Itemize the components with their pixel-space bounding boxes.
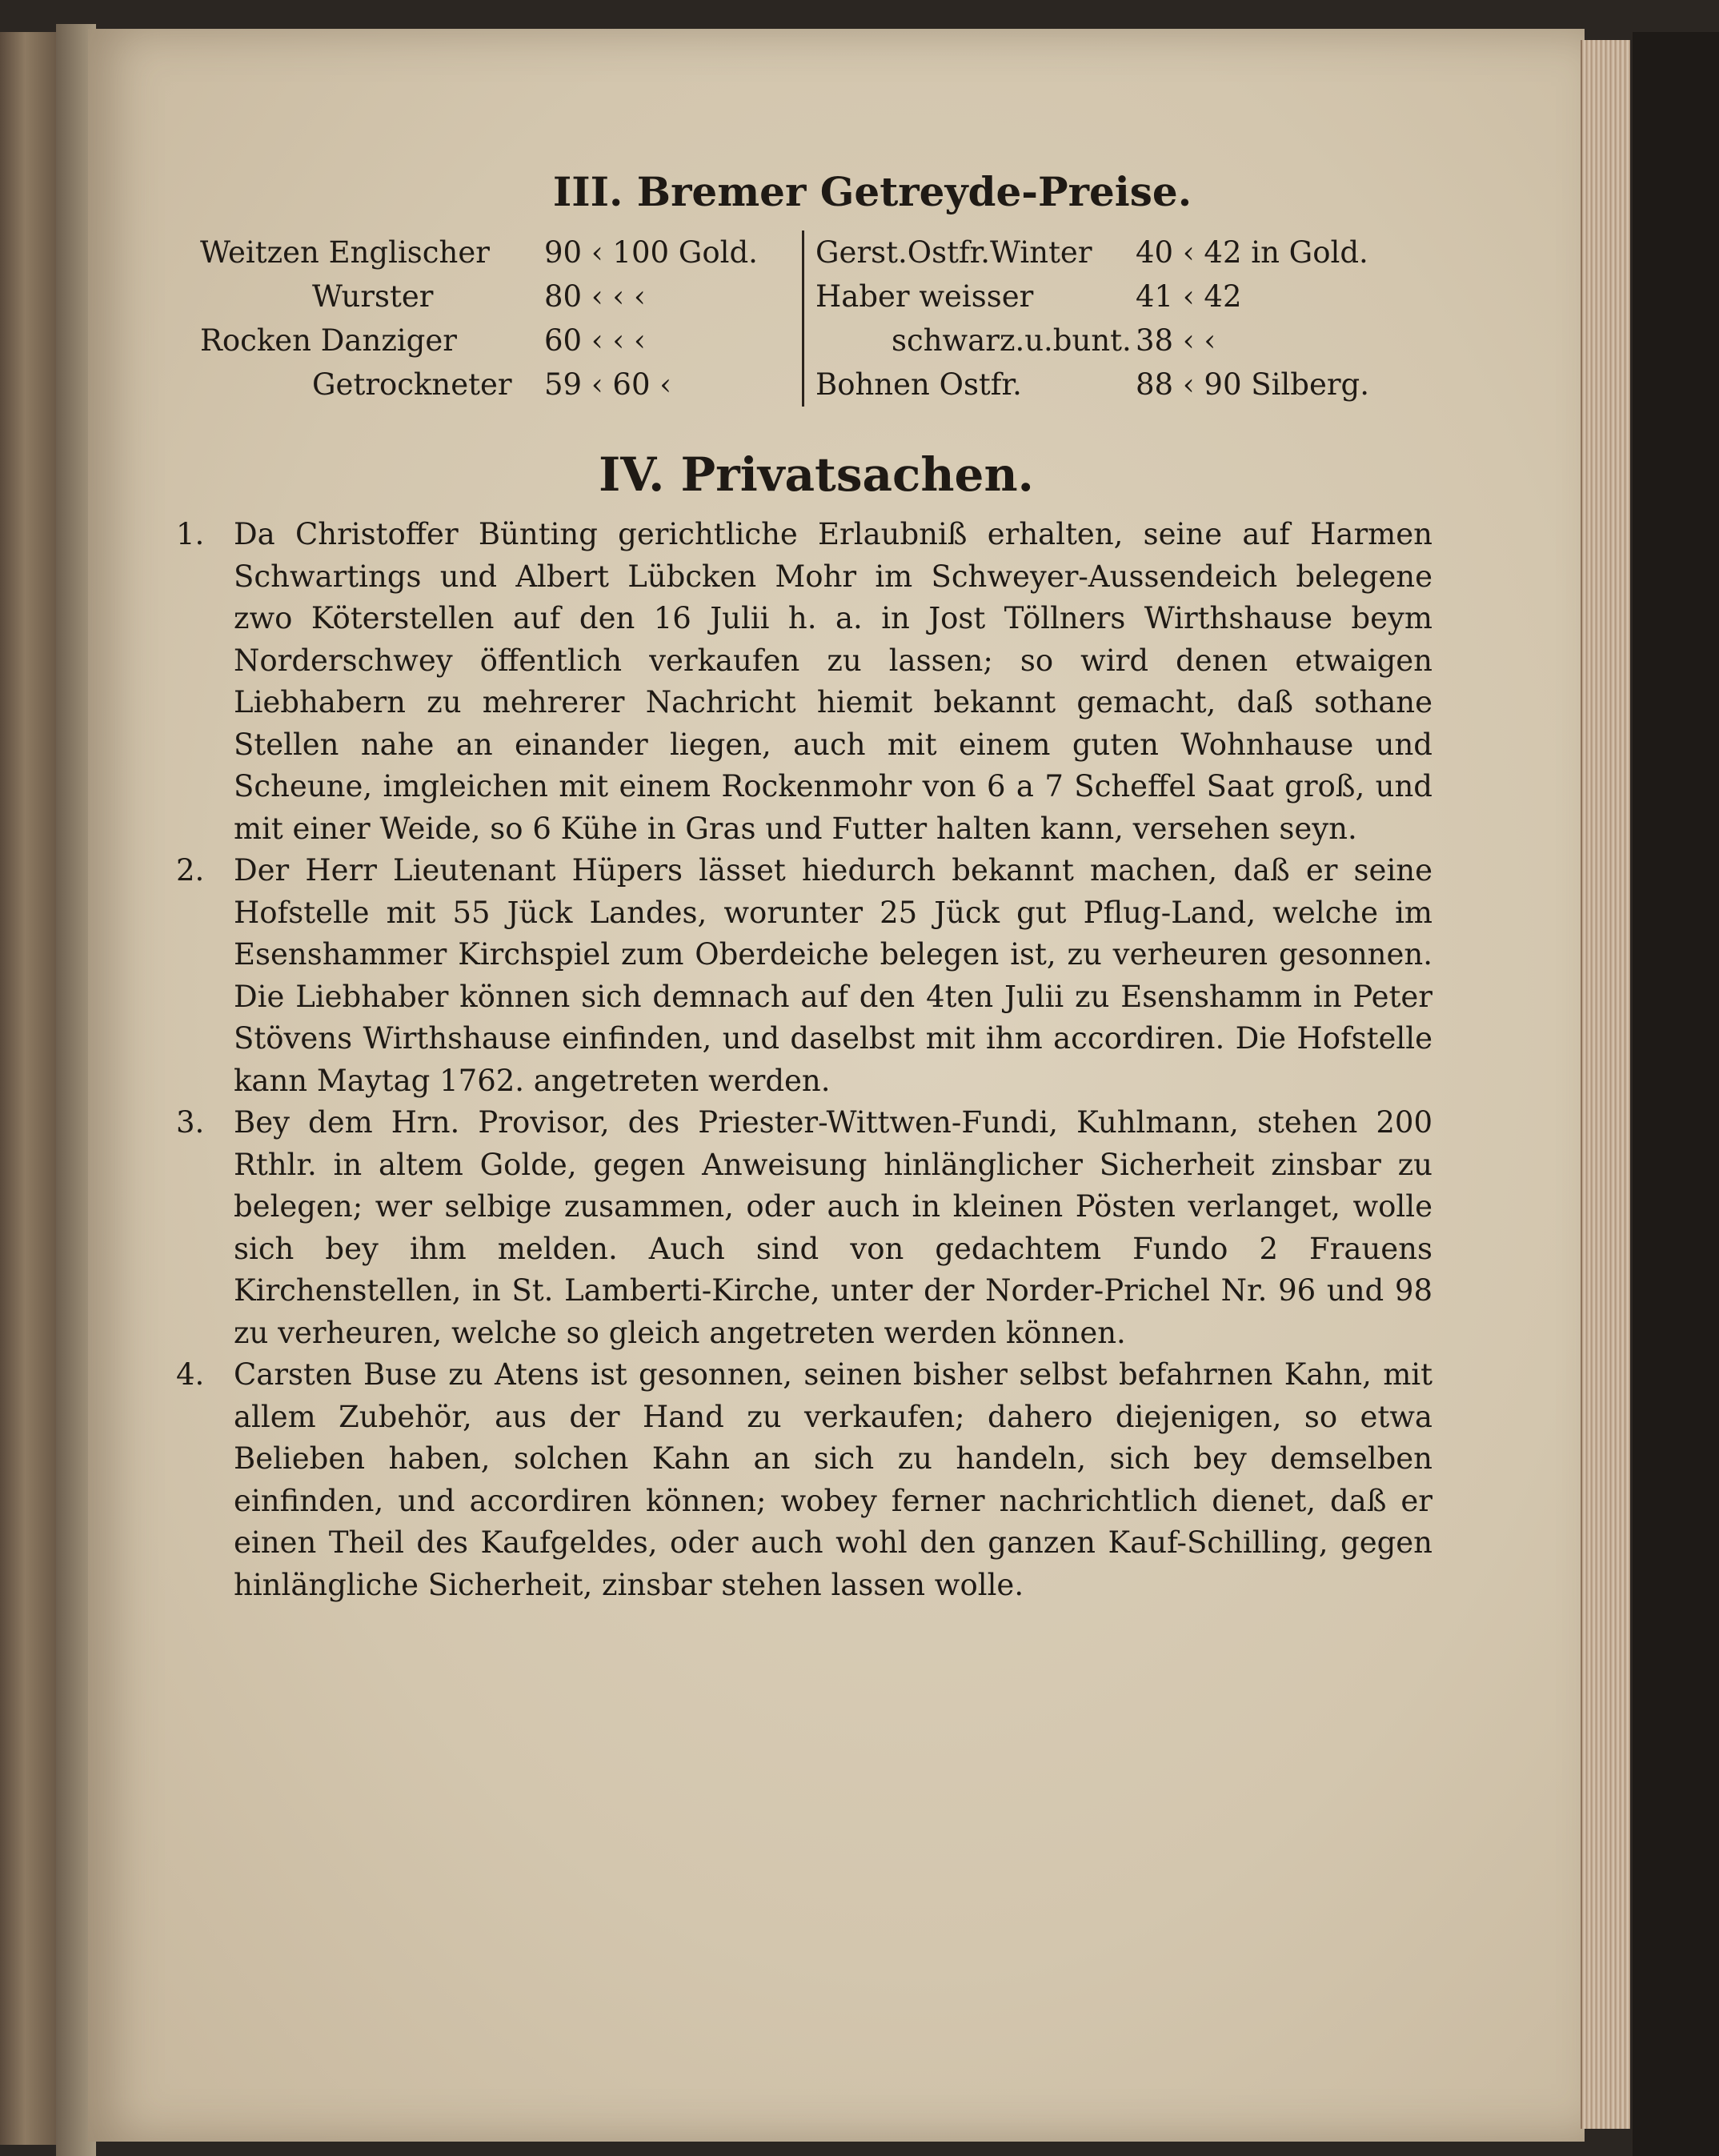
notice-number: 2. bbox=[176, 853, 205, 888]
price-value: 40 ‹ 42 in Gold. bbox=[1136, 235, 1368, 270]
price-row bbox=[200, 319, 792, 363]
price-column-right bbox=[804, 230, 1432, 407]
price-row bbox=[200, 363, 792, 407]
price-row bbox=[815, 275, 1432, 319]
price-label: Haber weisser bbox=[815, 279, 1034, 314]
price-label: Rocken Danziger bbox=[200, 323, 457, 358]
price-value: 59 ‹ 60 ‹ bbox=[544, 367, 672, 402]
notice-list bbox=[176, 514, 1432, 1606]
price-row bbox=[815, 363, 1432, 407]
price-label: Gerst.Ostfr.Winter bbox=[815, 235, 1092, 270]
facing-page-edge bbox=[0, 32, 58, 2145]
price-label: schwarz.u.bunt. bbox=[892, 323, 1132, 358]
notice-text: Da Christoffer Bünting gerichtliche Erlaubniß erhalten, seine auf Harmen Schwartings und Albert Lübcken Mohr im Schweyer-Aussendeich belegene zwo Köterstellen auf den 16 Julii h. a. in Jost Töllners Wirthshause beym Norderschwey öffentlich verkaufen zu lassen; so wird denen etwaigen Liebhabern zu mehrerer Nachricht hiemit bekannt gemacht, daß sothane Stellen nahe an einander liegen, auch mit einem guten Wohnhause und Scheune, imgleichen mit einem Rockenmohr von 6 a 7 Scheffel Saat groß, und mit einer Weide, so 6 Kühe in Gras und Futter halten kann, versehen seyn. bbox=[234, 517, 1432, 846]
price-value: 90 ‹ 100 Gold. bbox=[544, 235, 758, 270]
price-label: Wurster bbox=[312, 279, 434, 314]
price-row bbox=[200, 230, 792, 275]
notice-entry bbox=[176, 850, 1432, 1102]
price-value: 88 ‹ 90 Silberg. bbox=[1136, 367, 1369, 402]
notice-text: Bey dem Hrn. Provisor, des Priester-Wittwen-Fundi, Kuhlmann, stehen 200 Rthlr. in altem Golde, gegen Anweisung hinlänglicher Sicherheit zinsbar zu belegen; wer selbige zusammen, oder auch in kleinen Pösten verlanget, wolle sich bey ihm melden. Auch sind von gedachtem Fundo 2 Frauens Kirchenstellen, in St. Lamberti-Kirche, unter der Norder-Prichel Nr. 96 und 98 zu verheuren, welche so gleich angetreten werden können. bbox=[234, 1105, 1432, 1350]
price-row bbox=[815, 230, 1432, 275]
price-label: Bohnen Ostfr. bbox=[815, 367, 1022, 402]
price-row bbox=[200, 275, 792, 319]
price-value: 41 ‹ 42 bbox=[1136, 279, 1242, 314]
price-label: Weitzen Englischer bbox=[200, 235, 490, 270]
notice-number: 3. bbox=[176, 1105, 205, 1140]
notice-number: 4. bbox=[176, 1357, 205, 1392]
price-row bbox=[815, 319, 1432, 363]
section-heading-prices: III. Bremer Getreyde-Preise. bbox=[552, 168, 1192, 215]
price-value: 80 ‹ ‹ ‹ bbox=[544, 279, 646, 314]
page-text bbox=[176, 168, 1432, 1606]
section-heading-private: IV. Privatsachen. bbox=[599, 447, 1034, 502]
price-value: 60 ‹ ‹ ‹ bbox=[544, 323, 646, 358]
price-column-left bbox=[200, 230, 804, 407]
notice-entry bbox=[176, 1102, 1432, 1354]
price-table bbox=[200, 230, 1432, 407]
notice-text: Der Herr Lieutenant Hüpers lässet hiedurch bekannt machen, daß er seine Hofstelle mit 55 Jück Landes, worunter 25 Jück gut Pflug-Land, welche im Esenshammer Kirchspiel zum Oberdeiche belegen ist, zu verheuren gesonnen. Die Liebhaber können sich demnach auf den 4ten Julii zu Esenshamm in Peter Stövens Wirthshause einfinden, und daselbst mit ihm accordiren. Die Hofstelle kann Maytag 1762. angetreten werden. bbox=[234, 853, 1432, 1098]
notice-number: 1. bbox=[176, 517, 205, 551]
scan-background bbox=[1633, 32, 1719, 2156]
page-stack-edge bbox=[1581, 40, 1630, 2129]
price-value: 38 ‹ ‹ bbox=[1136, 323, 1216, 358]
notice-text: Carsten Buse zu Atens ist gesonnen, seinen bisher selbst befahrnen Kahn, mit allem Zubehör, aus der Hand zu verkaufen; dahero diejenigen, so etwa Belieben haben, solchen Kahn an sich zu handeln, sich bey demselben einfinden, und accordiren können; wobey ferner nachrichtlich dienet, daß er einen Theil des Kaufgeldes, oder auch wohl den ganzen Kauf-Schilling, gegen hinlängliche Sicherheit, zinsbar stehen lassen wolle. bbox=[234, 1357, 1432, 1602]
notice-entry bbox=[176, 1354, 1432, 1606]
notice-entry bbox=[176, 514, 1432, 850]
price-label: Getrockneter bbox=[312, 367, 512, 402]
